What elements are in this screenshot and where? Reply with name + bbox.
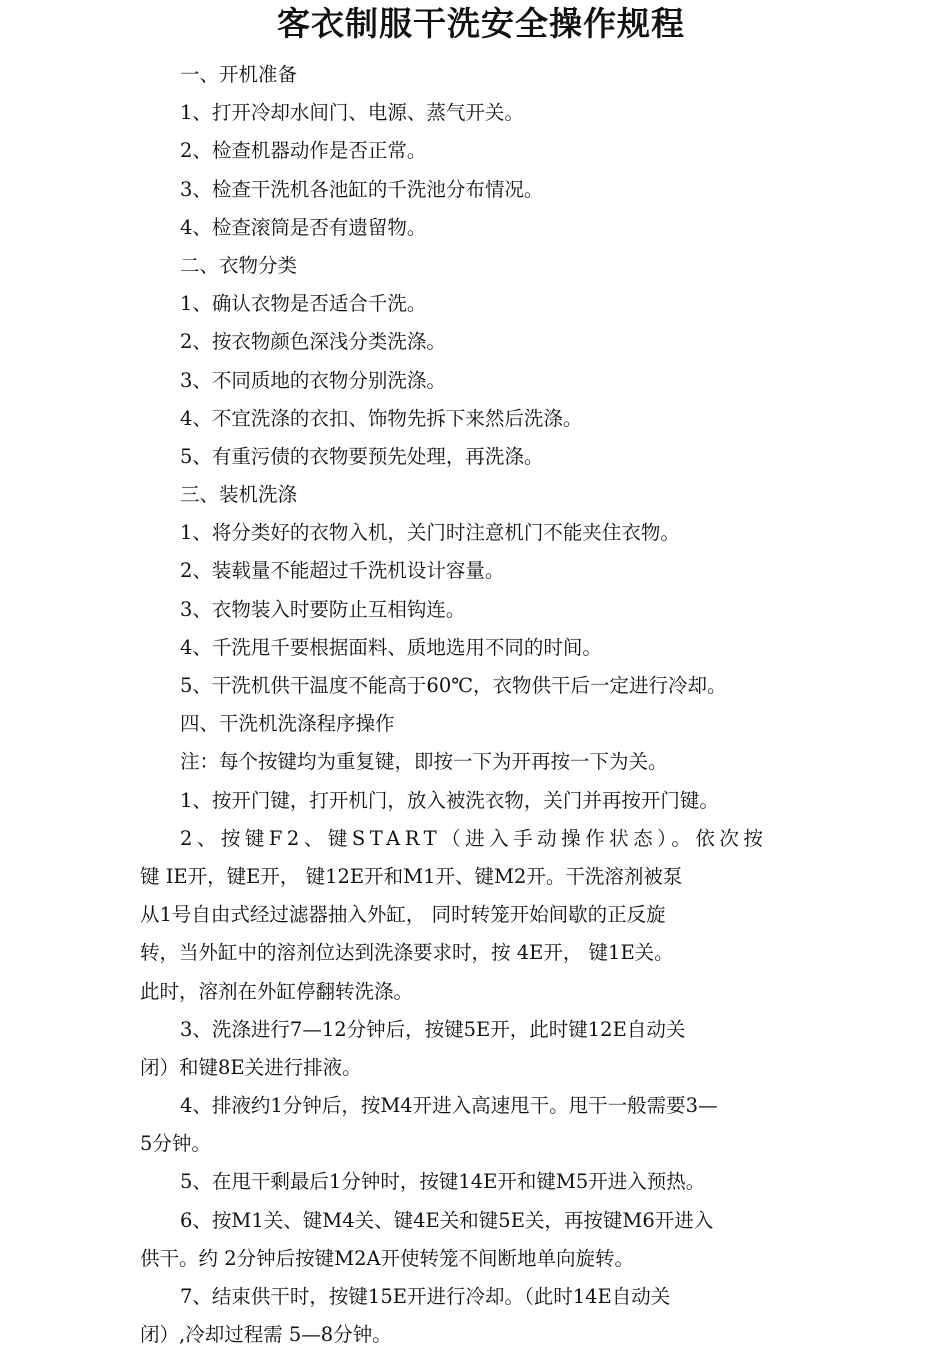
text-line: 5分钟。 xyxy=(140,1132,211,1156)
text-line: 键 IE开，键E开， 键12E开和M1开、键M2开。干洗溶剂被泵 xyxy=(140,864,683,888)
text-line: 1、打开冷却水间门、电源、蒸气开关。 xyxy=(180,101,524,125)
text-line: 5、干洗机供干温度不能高于60℃，衣物供干后一定进行冷却。 xyxy=(180,674,727,697)
text-line: 供干。约 2分钟后按键M2A开使转笼不间断地单向旋转。 xyxy=(140,1246,635,1270)
text-line: 三、装机洗涤 xyxy=(180,483,298,507)
text-line: 3、洗涤进行7—12分钟后，按键5E开，此时键12E自动关 xyxy=(180,1017,686,1041)
text-line: 2、检查机器动作是否正常。 xyxy=(180,139,427,163)
text-line: 2、按键F2、键START（进入手动操作状态）。依次按 xyxy=(180,826,768,850)
text-line: 二、衣物分类 xyxy=(180,253,298,277)
text-line: 1、将分类好的衣物入机，关门时注意机门不能夹住衣物。 xyxy=(180,521,680,545)
text-line: 此时，溶剂在外缸停翻转洗涤。 xyxy=(140,979,414,1003)
text-line: 1、按开门键，打开机门，放入被洗衣物，关门并再按开门键。 xyxy=(180,788,719,812)
text-line: 6、按M1关、键M4关、键4E关和键5E关，再按键M6开进入 xyxy=(180,1208,714,1232)
text-line: 4、不宜洗涤的衣扣、饰物先拆下来然后洗涤。 xyxy=(180,406,583,430)
text-line: 从1号自由式经过滤器抽入外缸， 同时转笼开始间歇的正反旋 xyxy=(140,903,666,927)
text-line: 转，当外缸中的溶剂位达到洗涤要求时，按 4E开， 键1E关。 xyxy=(140,941,674,965)
text-line: 闭）,冷却过程需 5—8分钟。 xyxy=(140,1323,392,1347)
text-line: 4、排液约1分钟后，按M4开进入高速甩干。甩干一般需要3— xyxy=(180,1094,718,1118)
text-line: 4、千洗甩千要根据面料、质地选用不同的时间。 xyxy=(180,635,602,659)
text-line: 5、有重污债的衣物要预先处理，再洗涤。 xyxy=(180,444,544,468)
text-line: 一、开机准备 xyxy=(180,63,298,86)
text-line: 闭）和键8E关进行排液。 xyxy=(140,1055,362,1079)
text-line: 3、检查干洗机各池缸的千洗池分布情况。 xyxy=(180,177,544,201)
text-line: 四、干洗机洗涤程序操作 xyxy=(180,712,395,736)
text-line: 注：每个按键均为重复键，即按一下为开再按一下为关。 xyxy=(180,750,668,774)
text-line: 7、结束供干时，按键15E开进行冷却。（此时14E自动关 xyxy=(180,1285,671,1308)
text-line: 3、不同质地的衣物分别洗涤。 xyxy=(180,368,446,392)
text-line: 3、衣物装入时要防止互相钩连。 xyxy=(180,597,466,621)
page-title: 客衣制服干洗安全操作规程 xyxy=(277,4,685,43)
text-line: 2、按衣物颜色深浅分类洗涤。 xyxy=(180,330,446,354)
document-body xyxy=(140,56,808,1354)
text-line: 4、检查滚筒是否有遗留物。 xyxy=(180,215,427,239)
text-line: 1、确认衣物是否适合千洗。 xyxy=(180,292,427,316)
text-line: 2、装载量不能超过千洗机设计容量。 xyxy=(180,559,505,583)
text-line: 5、在甩干剩最后1分钟时，按键14E开和键M5开进入预热。 xyxy=(180,1170,706,1194)
